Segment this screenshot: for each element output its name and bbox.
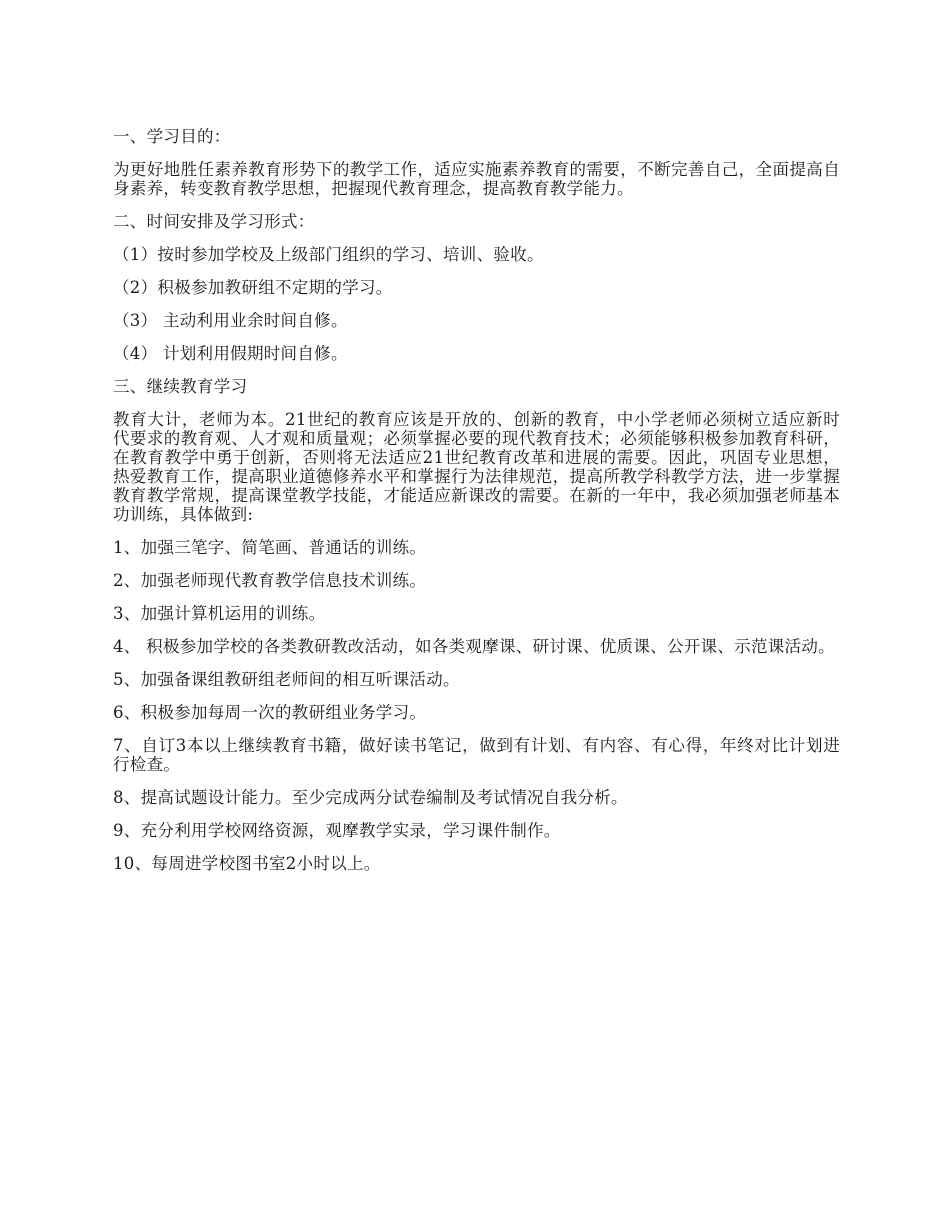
section-heading-learning-goal: 一、学习目的： bbox=[113, 127, 231, 146]
schedule-item: （1）按时参加学校及上级部门组织的学习、培训、验收。 bbox=[113, 245, 544, 264]
document-body bbox=[113, 127, 840, 887]
task-item: 3、加强计算机运用的训练。 bbox=[113, 604, 326, 623]
task-item: 7、自订3本以上继续教育书籍，做好读书笔记，做到有计划、有内容、有心得，年终对比计划进行检查。 bbox=[113, 736, 840, 774]
section-heading-schedule: 二、时间安排及学习形式： bbox=[113, 212, 315, 231]
task-item: 9、充分利用学校网络资源，观摩教学实录，学习课件制作。 bbox=[113, 821, 561, 840]
task-item: 6、积极参加每周一次的教研组业务学习。 bbox=[113, 703, 427, 722]
continuing-education-text: 教育大计，老师为本。21世纪的教育应该是开放的、创新的教育，中小学老师必须树立适应新时代要求的教育观、人才观和质量观；必须掌握必要的现代教育技术；必须能够积极参加教育科研，在教育教学中勇于创新，否则将无法适应21世纪教育改革和进展的需要。因此，巩固专业思想，热爱教育工作，提高职业道德修养水平和掌握行为法律规范，提高所教学科教学方法，进一步掌握教育教学常规，提高课堂教学技能，才能适应新课改的需要。在新的一年中，我必须加强老师基本功训练，具体做到: bbox=[113, 410, 840, 524]
schedule-item: （3） 主动利用业余时间自修。 bbox=[113, 311, 348, 330]
schedule-item: （2）积极参加教研组不定期的学习。 bbox=[113, 278, 393, 297]
task-item: 2、加强老师现代教育教学信息技术训练。 bbox=[113, 571, 427, 590]
task-item: 10、每周进学校图书室2小时以上。 bbox=[113, 854, 381, 873]
schedule-item: （4） 计划利用假期时间自修。 bbox=[113, 344, 348, 363]
section-heading-continuing-education: 三、继续教育学习 bbox=[113, 377, 248, 396]
learning-goal-text: 为更好地胜任素养教育形势下的教学工作，适应实施素养教育的需要，不断完善自己，全面提高自身素养，转变教育教学思想，把握现代教育理念，提高教育教学能力。 bbox=[113, 160, 840, 198]
task-item: 8、提高试题设计能力。至少完成两分试卷编制及考试情况自我分析。 bbox=[113, 788, 628, 807]
task-item: 1、加强三笔字、简笔画、普通话的训练。 bbox=[113, 538, 427, 557]
task-item: 5、加强备课组教研组老师间的相互听课活动。 bbox=[113, 670, 460, 689]
task-item: 4、 积极参加学校的各类教研教改活动，如各类观摩课、研讨课、优质课、公开课、示范课活动。 bbox=[113, 637, 835, 656]
